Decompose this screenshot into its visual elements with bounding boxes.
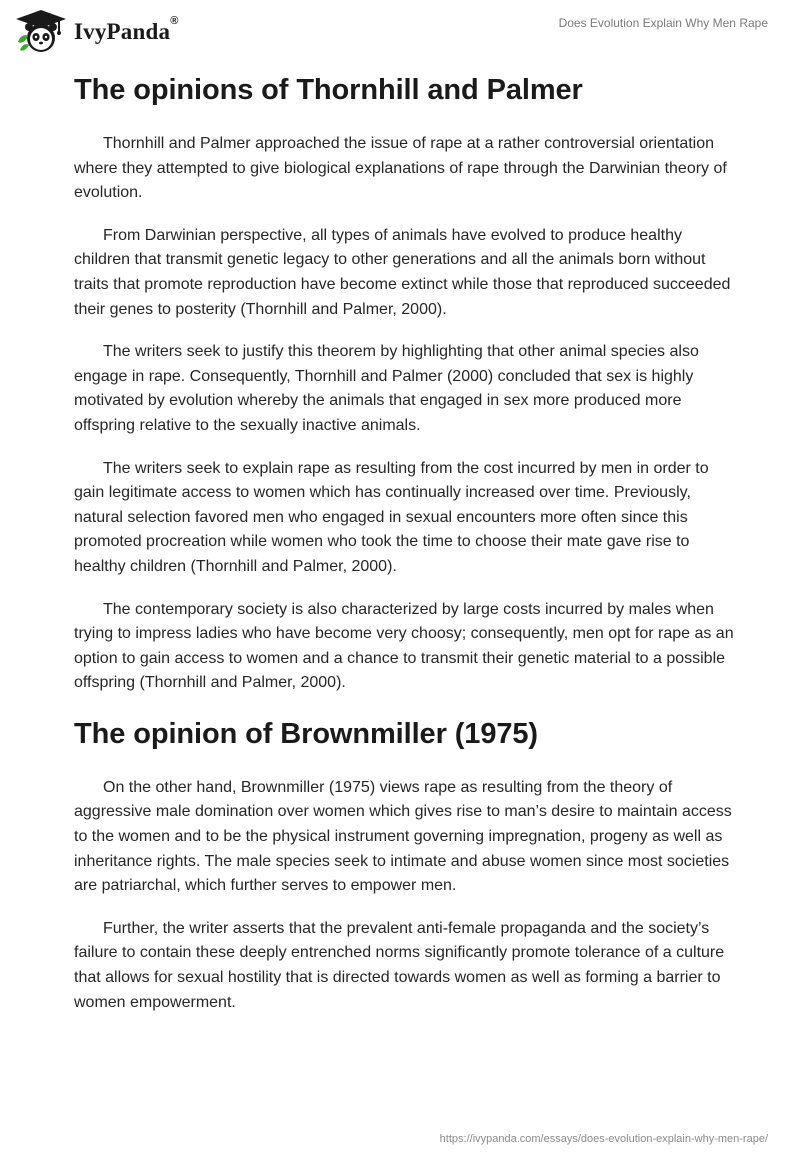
essay-content [74, 70, 734, 1033]
paragraph: On the other hand, Brownmiller (1975) views rape as resulting from the theory of aggressive male domination over women which gives rise to man’s desire to maintain access to the women and to be the physical instrument governing impregnation, progeny as well as inheritance rights. The male species seek to intimate and abuse women since most societies are patriarchal, which further serves to empower men. [74, 778, 732, 895]
paragraph: From Darwinian perspective, all types of animals have evolved to produce healthy children that transmit genetic legacy to other generations and all the animals born without traits that promote reproduction have become extinct while those that reproduced succeeded their genes to posterity (Thornhill and Palmer, 2000). [74, 226, 731, 318]
brand-name: IvyPanda® [74, 15, 179, 44]
page-header [0, 0, 800, 62]
section-heading-brownmiller: The opinion of Brownmiller (1975) [74, 717, 538, 750]
ivypanda-logo[interactable] [14, 8, 179, 56]
paragraph: Further, the writer asserts that the prevalent anti-female propaganda and the society’s failure to contain these deeply entrenched norms significantly promote tolerance of a culture that allows for sexual hostility that is directed towards women as well as forming a barrier to women empowerment. [74, 919, 725, 1011]
document-title: Does Evolution Explain Why Men Rape [558, 16, 768, 30]
paragraph: The contemporary society is also characterized by large costs incurred by males when trying to impress ladies who have become very choosy; consequently, men opt for rape as an option to gain access to women and a chance to transmit their genetic material to a possible offspring (Thornhill and Palmer, 2000). [74, 600, 734, 692]
panda-graduate-icon [14, 8, 68, 56]
paragraph: Thornhill and Palmer approached the issue of rape at a rather controversial orientation where they attempted to give biological explanations of rape through the Darwinian theory of evolution. [74, 135, 727, 202]
source-url-link[interactable]: https://ivypanda.com/essays/does-evolution-explain-why-men-rape/ [439, 1133, 768, 1145]
paragraph: The writers seek to explain rape as resulting from the cost incurred by men in order to gain legitimate access to women which has continually increased over time. Previously, natural selection favored men who engaged in sexual encounters more often since this promoted procreation while women who took the time to choose their mate gave rise to healthy children (Thornhill and Palmer, 2000). [74, 459, 709, 575]
registered-mark: ® [170, 15, 179, 27]
paragraph: The writers seek to justify this theorem by highlighting that other animal species also engage in rape. Consequently, Thornhill and Palmer (2000) concluded that sex is highly motivated by evolution whereby the animals that engaged in sex more produced more offspring relative to the sexually inactive animals. [74, 343, 699, 434]
section-heading-thornhill-palmer: The opinions of Thornhill and Palmer [74, 74, 583, 106]
